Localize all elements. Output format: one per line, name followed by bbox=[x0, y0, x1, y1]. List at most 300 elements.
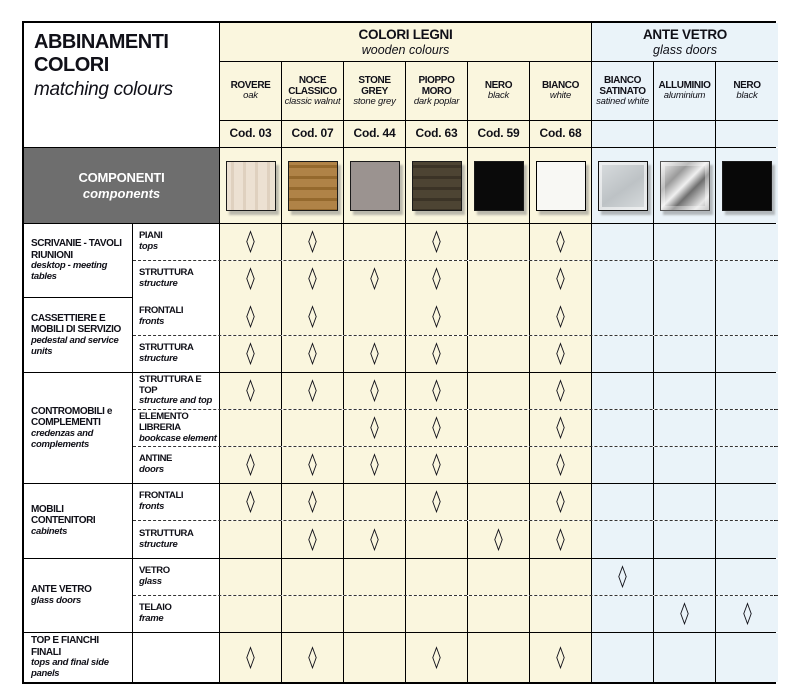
table-row-antine bbox=[133, 446, 778, 483]
mark-cell-2-1-0 bbox=[220, 410, 282, 446]
group-label-en: pedestal and service units bbox=[31, 334, 119, 357]
mark-cell-4-1-1 bbox=[282, 596, 344, 632]
row-label-telaio bbox=[133, 596, 220, 632]
column-name: NERO bbox=[484, 80, 513, 92]
mark-cell-3-1-3 bbox=[406, 521, 468, 557]
group-label-it: SCRIVANIE - TAVOLI RIUNIONI bbox=[31, 238, 122, 261]
page-title: ABBINAMENTI COLORI bbox=[34, 31, 169, 76]
group-scrivanie-tavoli-riunioni bbox=[24, 224, 774, 298]
group-label-it: TOP E FIANCHI FINALI bbox=[31, 635, 99, 658]
diamond-mark: ◊ bbox=[432, 303, 441, 329]
diamond-mark: ◊ bbox=[308, 489, 317, 515]
diamond-mark: ◊ bbox=[618, 563, 627, 589]
cod-cell-0 bbox=[220, 121, 282, 147]
mark-cell-4-0-0 bbox=[220, 559, 282, 595]
diamond-mark: ◊ bbox=[246, 266, 255, 292]
mark-cell-0-1-8 bbox=[716, 261, 778, 297]
mark-cell-0-0-8 bbox=[716, 224, 778, 260]
glass-group-title: ANTE VETRO bbox=[642, 27, 727, 43]
diamond-mark: ◊ bbox=[556, 452, 565, 478]
column-name: NERO bbox=[733, 80, 761, 92]
swatch-pioppo-moro-3 bbox=[412, 161, 462, 211]
mark-cell-0-1-1 bbox=[282, 261, 344, 297]
mark-cell-1-0-7 bbox=[654, 298, 716, 334]
row-label-en: structure bbox=[139, 278, 178, 290]
page-subtitle: matching colours bbox=[34, 79, 173, 100]
mark-cell-2-2-4 bbox=[468, 447, 530, 483]
mark-cell-2-0-3 bbox=[406, 373, 468, 409]
column-name-en: aluminium bbox=[663, 90, 706, 102]
cod-cell-8 bbox=[716, 121, 778, 147]
mark-cell-4-0-8 bbox=[716, 559, 778, 595]
row-label-en: doors bbox=[139, 464, 164, 476]
group-label-it: MOBILI CONTENITORI bbox=[31, 503, 96, 527]
mark-cell-0-0-2 bbox=[344, 224, 406, 260]
table-row-telaio bbox=[133, 595, 778, 632]
column-name-en: oak bbox=[243, 90, 258, 102]
mark-cell-0-0-4 bbox=[468, 224, 530, 260]
swatch-cell-7 bbox=[654, 148, 716, 223]
diamond-mark: ◊ bbox=[432, 644, 441, 670]
mark-cell-3-0-5 bbox=[530, 484, 592, 520]
mark-cell-5-0-2 bbox=[344, 633, 406, 682]
row-label-it: STRUTTURA bbox=[139, 267, 194, 279]
mark-cell-2-0-2 bbox=[344, 373, 406, 409]
colour-names-row bbox=[220, 62, 778, 121]
row-label-it: FRONTALI bbox=[139, 490, 184, 502]
mark-cell-0-0-6 bbox=[592, 224, 654, 260]
row-label-frontali bbox=[133, 298, 220, 334]
mark-cell-4-0-3 bbox=[406, 559, 468, 595]
row-label-en: glass bbox=[139, 575, 162, 587]
cod-cell-2 bbox=[344, 121, 406, 147]
group-label-mobili-contenitori bbox=[24, 484, 133, 557]
diamond-mark: ◊ bbox=[246, 489, 255, 515]
mark-cell-1-1-2 bbox=[344, 336, 406, 372]
row-label-it: ELEMENTO LIBRERIA bbox=[139, 410, 189, 433]
swatch-stone-grey-2 bbox=[350, 161, 400, 211]
diamond-mark: ◊ bbox=[246, 452, 255, 478]
column-name: STONE GREY bbox=[358, 74, 391, 97]
diamond-mark: ◊ bbox=[432, 415, 441, 441]
row-label-it: TELAIO bbox=[139, 602, 172, 614]
column-name-en: stone grey bbox=[353, 95, 396, 107]
row-label-en: structure and top bbox=[139, 395, 213, 407]
mark-cell-2-1-3 bbox=[406, 410, 468, 446]
mark-cell-0-0-3 bbox=[406, 224, 468, 260]
table-row-vetro bbox=[133, 559, 778, 595]
mark-cell-2-2-7 bbox=[654, 447, 716, 483]
group-rows bbox=[133, 484, 778, 557]
mark-cell-3-1-4 bbox=[468, 521, 530, 557]
diamond-mark: ◊ bbox=[308, 526, 317, 552]
cod-cell-5 bbox=[530, 121, 592, 147]
components-label-cell bbox=[24, 148, 220, 223]
column-name-en: satined white bbox=[596, 95, 649, 107]
diamond-mark: ◊ bbox=[370, 266, 379, 292]
cod-label: Cod. 07 bbox=[291, 126, 334, 141]
swatch-bianco-satinato-6 bbox=[598, 161, 648, 211]
mark-cell-0-1-7 bbox=[654, 261, 716, 297]
column-name: ROVERE bbox=[230, 80, 271, 92]
mark-cell-5-0-5 bbox=[530, 633, 592, 682]
diamond-mark: ◊ bbox=[556, 340, 565, 366]
group-rows bbox=[133, 559, 778, 632]
mark-cell-2-2-3 bbox=[406, 447, 468, 483]
cod-cell-7 bbox=[654, 121, 716, 147]
column-header-noce-classico-1 bbox=[282, 62, 344, 120]
cod-label: Cod. 03 bbox=[229, 126, 272, 141]
mark-cell-4-0-2 bbox=[344, 559, 406, 595]
diamond-mark: ◊ bbox=[370, 415, 379, 441]
row-label-it: ANTINE bbox=[139, 453, 172, 465]
diamond-mark: ◊ bbox=[556, 415, 565, 441]
diamond-mark: ◊ bbox=[556, 526, 565, 552]
diamond-mark: ◊ bbox=[246, 644, 255, 670]
column-name: BIANCO SATINATO bbox=[599, 74, 646, 97]
cod-label: Cod. 63 bbox=[415, 126, 458, 141]
row-label-vetro bbox=[133, 559, 220, 595]
column-header-bianco-satinato-6 bbox=[592, 62, 654, 120]
diamond-mark: ◊ bbox=[556, 229, 565, 255]
row-label-it: STRUTTURA bbox=[139, 341, 194, 353]
cod-cell-3 bbox=[406, 121, 468, 147]
diamond-mark: ◊ bbox=[370, 526, 379, 552]
mark-cell-2-1-2 bbox=[344, 410, 406, 446]
mark-cell-2-2-2 bbox=[344, 447, 406, 483]
table-row-elemento-libreria bbox=[133, 409, 778, 446]
column-header-stone-grey-2 bbox=[344, 62, 406, 120]
mark-cell-0-1-5 bbox=[530, 261, 592, 297]
components-row bbox=[24, 148, 774, 224]
group-label-it: ANTE VETRO bbox=[31, 584, 92, 596]
row-label-en: frame bbox=[139, 613, 164, 625]
mark-cell-3-1-6 bbox=[592, 521, 654, 557]
swatch-cell-3 bbox=[406, 148, 468, 223]
diamond-mark: ◊ bbox=[494, 526, 503, 552]
table-row-single bbox=[133, 633, 778, 682]
group-label-contromobili-e-complementi bbox=[24, 373, 133, 483]
column-header-nero-8 bbox=[716, 62, 778, 120]
group-contromobili-e-complementi bbox=[24, 373, 774, 484]
group-label-it: CASSETTIERE E MOBILI DI SERVIZIO bbox=[31, 312, 121, 336]
mark-cell-4-1-7 bbox=[654, 596, 716, 632]
group-cassettiere-e-mobili-di-servizio bbox=[24, 298, 774, 372]
mark-cell-1-0-4 bbox=[468, 298, 530, 334]
diamond-mark: ◊ bbox=[680, 601, 689, 627]
row-label-en: fronts bbox=[139, 501, 165, 513]
mark-cell-5-0-1 bbox=[282, 633, 344, 682]
color-matching-table bbox=[22, 21, 776, 684]
group-label-scrivanie-tavoli-riunioni bbox=[24, 224, 133, 297]
row-label-elemento-libreria bbox=[133, 410, 220, 446]
mark-cell-2-2-0 bbox=[220, 447, 282, 483]
mark-cell-2-1-5 bbox=[530, 410, 592, 446]
group-label-en: desktop - meeting tables bbox=[31, 260, 108, 283]
mark-cell-4-0-6 bbox=[592, 559, 654, 595]
wood-colours-group-header bbox=[220, 23, 592, 61]
group-label-en: tops and final side panels bbox=[31, 657, 109, 680]
column-name: PIOPPO MORO bbox=[418, 74, 455, 97]
row-label-it: PIANI bbox=[139, 230, 163, 242]
mark-cell-0-1-2 bbox=[344, 261, 406, 297]
mark-cell-2-2-1 bbox=[282, 447, 344, 483]
mark-cell-4-0-5 bbox=[530, 559, 592, 595]
diamond-mark: ◊ bbox=[246, 378, 255, 403]
diamond-mark: ◊ bbox=[556, 378, 565, 403]
column-header-pioppo-moro-3 bbox=[406, 62, 468, 120]
cod-label: Cod. 59 bbox=[477, 126, 520, 141]
diamond-mark: ◊ bbox=[432, 489, 441, 515]
diamond-mark: ◊ bbox=[556, 489, 565, 515]
diamond-mark: ◊ bbox=[556, 266, 565, 292]
mark-cell-1-1-3 bbox=[406, 336, 468, 372]
matrix-body bbox=[24, 224, 774, 682]
diamond-mark: ◊ bbox=[308, 452, 317, 478]
cod-label: Cod. 44 bbox=[353, 126, 396, 141]
mark-cell-1-1-8 bbox=[716, 336, 778, 372]
mark-cell-3-1-2 bbox=[344, 521, 406, 557]
mark-cell-2-0-6 bbox=[592, 373, 654, 409]
row-label-struttura bbox=[133, 521, 220, 557]
swatch-cell-2 bbox=[344, 148, 406, 223]
mark-cell-2-1-8 bbox=[716, 410, 778, 446]
mark-cell-3-1-7 bbox=[654, 521, 716, 557]
group-mobili-contenitori bbox=[24, 484, 774, 558]
diamond-mark: ◊ bbox=[556, 644, 565, 670]
mark-cell-1-1-7 bbox=[654, 336, 716, 372]
header-columns-area bbox=[220, 23, 778, 147]
table-header bbox=[24, 23, 774, 148]
mark-cell-1-0-1 bbox=[282, 298, 344, 334]
diamond-mark: ◊ bbox=[432, 378, 441, 403]
column-name: BIANCO bbox=[541, 80, 580, 92]
group-label-en: cabinets bbox=[31, 525, 68, 537]
row-label-piani bbox=[133, 224, 220, 260]
mark-cell-0-1-0 bbox=[220, 261, 282, 297]
components-label-it: COMPONENTI bbox=[78, 169, 165, 185]
mark-cell-2-1-4 bbox=[468, 410, 530, 446]
mark-cell-3-0-2 bbox=[344, 484, 406, 520]
swatch-cell-6 bbox=[592, 148, 654, 223]
diamond-mark: ◊ bbox=[246, 340, 255, 366]
mark-cell-2-2-5 bbox=[530, 447, 592, 483]
row-label-en: fronts bbox=[139, 315, 165, 327]
mark-cell-1-1-0 bbox=[220, 336, 282, 372]
mark-cell-3-1-0 bbox=[220, 521, 282, 557]
table-row-frontali bbox=[133, 484, 778, 520]
group-label-en: glass doors bbox=[31, 594, 82, 606]
mark-cell-5-0-0 bbox=[220, 633, 282, 682]
diamond-mark: ◊ bbox=[432, 229, 441, 255]
row-label-empty bbox=[133, 633, 220, 682]
cod-label: Cod. 68 bbox=[539, 126, 582, 141]
column-name: NOCE CLASSICO bbox=[288, 74, 337, 97]
mark-cell-2-0-8 bbox=[716, 373, 778, 409]
mark-cell-2-1-1 bbox=[282, 410, 344, 446]
mark-cell-1-1-4 bbox=[468, 336, 530, 372]
row-label-struttura bbox=[133, 261, 220, 297]
column-header-alluminio-7 bbox=[654, 62, 716, 120]
row-label-antine bbox=[133, 447, 220, 483]
diamond-mark: ◊ bbox=[308, 303, 317, 329]
mark-cell-4-1-6 bbox=[592, 596, 654, 632]
components-label-en: components bbox=[82, 185, 161, 201]
swatch-cell-0 bbox=[220, 148, 282, 223]
table-row-struttura-e-top bbox=[133, 373, 778, 409]
mark-cell-1-0-3 bbox=[406, 298, 468, 334]
group-label-cassettiere-e-mobili-di-servizio bbox=[24, 298, 133, 371]
table-row-struttura bbox=[133, 335, 778, 372]
cod-cell-1 bbox=[282, 121, 344, 147]
swatch-alluminio-7 bbox=[660, 161, 710, 211]
wood-group-title: COLORI LEGNI bbox=[358, 27, 453, 43]
diamond-mark: ◊ bbox=[370, 340, 379, 366]
diamond-mark: ◊ bbox=[556, 303, 565, 329]
column-group-row bbox=[220, 23, 778, 62]
mark-cell-1-1-5 bbox=[530, 336, 592, 372]
mark-cell-1-0-6 bbox=[592, 298, 654, 334]
diamond-mark: ◊ bbox=[742, 601, 752, 627]
mark-cell-2-1-7 bbox=[654, 410, 716, 446]
mark-cell-5-0-8 bbox=[716, 633, 778, 682]
diamond-mark: ◊ bbox=[370, 378, 379, 403]
row-label-en: tops bbox=[139, 241, 158, 253]
mark-cell-4-1-5 bbox=[530, 596, 592, 632]
mark-cell-3-1-1 bbox=[282, 521, 344, 557]
mark-cell-2-0-0 bbox=[220, 373, 282, 409]
table-row-piani bbox=[133, 224, 778, 260]
table-row-struttura bbox=[133, 260, 778, 297]
column-name: ALLUMINIO bbox=[658, 80, 711, 92]
mark-cell-5-0-3 bbox=[406, 633, 468, 682]
mark-cell-4-0-1 bbox=[282, 559, 344, 595]
mark-cell-2-0-4 bbox=[468, 373, 530, 409]
mark-cell-0-1-4 bbox=[468, 261, 530, 297]
mark-cell-4-1-8 bbox=[716, 596, 778, 632]
mark-cell-4-1-0 bbox=[220, 596, 282, 632]
diamond-mark: ◊ bbox=[432, 452, 441, 478]
group-rows bbox=[133, 373, 778, 483]
table-row-struttura bbox=[133, 520, 778, 557]
row-label-en: structure bbox=[139, 352, 178, 364]
row-label-en: bookcase element bbox=[139, 432, 217, 444]
diamond-mark: ◊ bbox=[246, 303, 255, 329]
swatch-bianco-5 bbox=[536, 161, 586, 211]
row-label-it: STRUTTURA E TOP bbox=[139, 373, 202, 396]
mark-cell-2-2-6 bbox=[592, 447, 654, 483]
mark-cell-4-0-4 bbox=[468, 559, 530, 595]
mark-cell-5-0-4 bbox=[468, 633, 530, 682]
column-name-en: black bbox=[736, 90, 758, 102]
row-label-it: FRONTALI bbox=[139, 304, 184, 316]
glass-group-subtitle: glass doors bbox=[653, 42, 717, 57]
diamond-mark: ◊ bbox=[308, 266, 317, 292]
mark-cell-1-1-6 bbox=[592, 336, 654, 372]
title-cell bbox=[24, 23, 220, 147]
group-rows bbox=[133, 633, 778, 682]
diamond-mark: ◊ bbox=[432, 266, 441, 292]
mark-cell-2-0-7 bbox=[654, 373, 716, 409]
mark-cell-0-1-6 bbox=[592, 261, 654, 297]
column-header-bianco-5 bbox=[530, 62, 592, 120]
swatch-rovere-0 bbox=[226, 161, 276, 211]
mark-cell-0-1-3 bbox=[406, 261, 468, 297]
diamond-mark: ◊ bbox=[308, 229, 317, 255]
column-name-en: black bbox=[487, 90, 510, 102]
mark-cell-3-0-8 bbox=[716, 484, 778, 520]
row-label-struttura-e-top bbox=[133, 373, 220, 409]
mark-cell-4-1-3 bbox=[406, 596, 468, 632]
swatch-nero-4 bbox=[474, 161, 524, 211]
group-label-it: CONTROMOBILI e COMPLEMENTI bbox=[31, 405, 113, 429]
diamond-mark: ◊ bbox=[308, 644, 317, 670]
mark-cell-3-0-0 bbox=[220, 484, 282, 520]
column-header-rovere-0 bbox=[220, 62, 282, 120]
group-rows bbox=[133, 298, 778, 371]
mark-cell-0-0-5 bbox=[530, 224, 592, 260]
swatch-nero-8 bbox=[722, 161, 772, 211]
mark-cell-3-0-4 bbox=[468, 484, 530, 520]
mark-cell-0-0-1 bbox=[282, 224, 344, 260]
group-label-en: credenzas and complements bbox=[31, 427, 94, 450]
group-ante-vetro bbox=[24, 559, 774, 633]
mark-cell-3-1-5 bbox=[530, 521, 592, 557]
mark-cell-2-1-6 bbox=[592, 410, 654, 446]
cod-cell-6 bbox=[592, 121, 654, 147]
mark-cell-4-1-4 bbox=[468, 596, 530, 632]
table-row-frontali bbox=[133, 298, 778, 334]
group-rows bbox=[133, 224, 778, 297]
mark-cell-2-0-5 bbox=[530, 373, 592, 409]
swatch-cell-4 bbox=[468, 148, 530, 223]
column-name-en: dark poplar bbox=[413, 95, 460, 107]
group-label-top-e-fianchi-finali bbox=[24, 633, 133, 682]
group-label-ante-vetro bbox=[24, 559, 133, 632]
row-label-it: VETRO bbox=[139, 564, 170, 576]
swatch-cell-1 bbox=[282, 148, 344, 223]
swatch-cell-5 bbox=[530, 148, 592, 223]
mark-cell-3-0-1 bbox=[282, 484, 344, 520]
swatch-cell-8 bbox=[716, 148, 778, 223]
mark-cell-5-0-6 bbox=[592, 633, 654, 682]
row-label-frontali bbox=[133, 484, 220, 520]
mark-cell-3-1-8 bbox=[716, 521, 778, 557]
mark-cell-5-0-7 bbox=[654, 633, 716, 682]
mark-cell-0-0-7 bbox=[654, 224, 716, 260]
diamond-mark: ◊ bbox=[308, 340, 317, 366]
mark-cell-1-0-5 bbox=[530, 298, 592, 334]
mark-cell-1-0-0 bbox=[220, 298, 282, 334]
glass-doors-group-header bbox=[592, 23, 778, 61]
group-top-e-fianchi-finali bbox=[24, 633, 774, 682]
mark-cell-3-0-6 bbox=[592, 484, 654, 520]
mark-cell-2-0-1 bbox=[282, 373, 344, 409]
mark-cell-3-0-3 bbox=[406, 484, 468, 520]
swatch-noce-classico-1 bbox=[288, 161, 338, 211]
mark-cell-4-1-2 bbox=[344, 596, 406, 632]
wood-group-subtitle: wooden colours bbox=[361, 42, 450, 57]
swatches-strip bbox=[220, 148, 778, 223]
row-label-en: structure bbox=[139, 538, 178, 550]
mark-cell-3-0-7 bbox=[654, 484, 716, 520]
mark-cell-1-0-2 bbox=[344, 298, 406, 334]
diamond-mark: ◊ bbox=[308, 378, 317, 403]
mark-cell-0-0-0 bbox=[220, 224, 282, 260]
diamond-mark: ◊ bbox=[432, 340, 441, 366]
mark-cell-1-0-8 bbox=[716, 298, 778, 334]
mark-cell-2-2-8 bbox=[716, 447, 778, 483]
